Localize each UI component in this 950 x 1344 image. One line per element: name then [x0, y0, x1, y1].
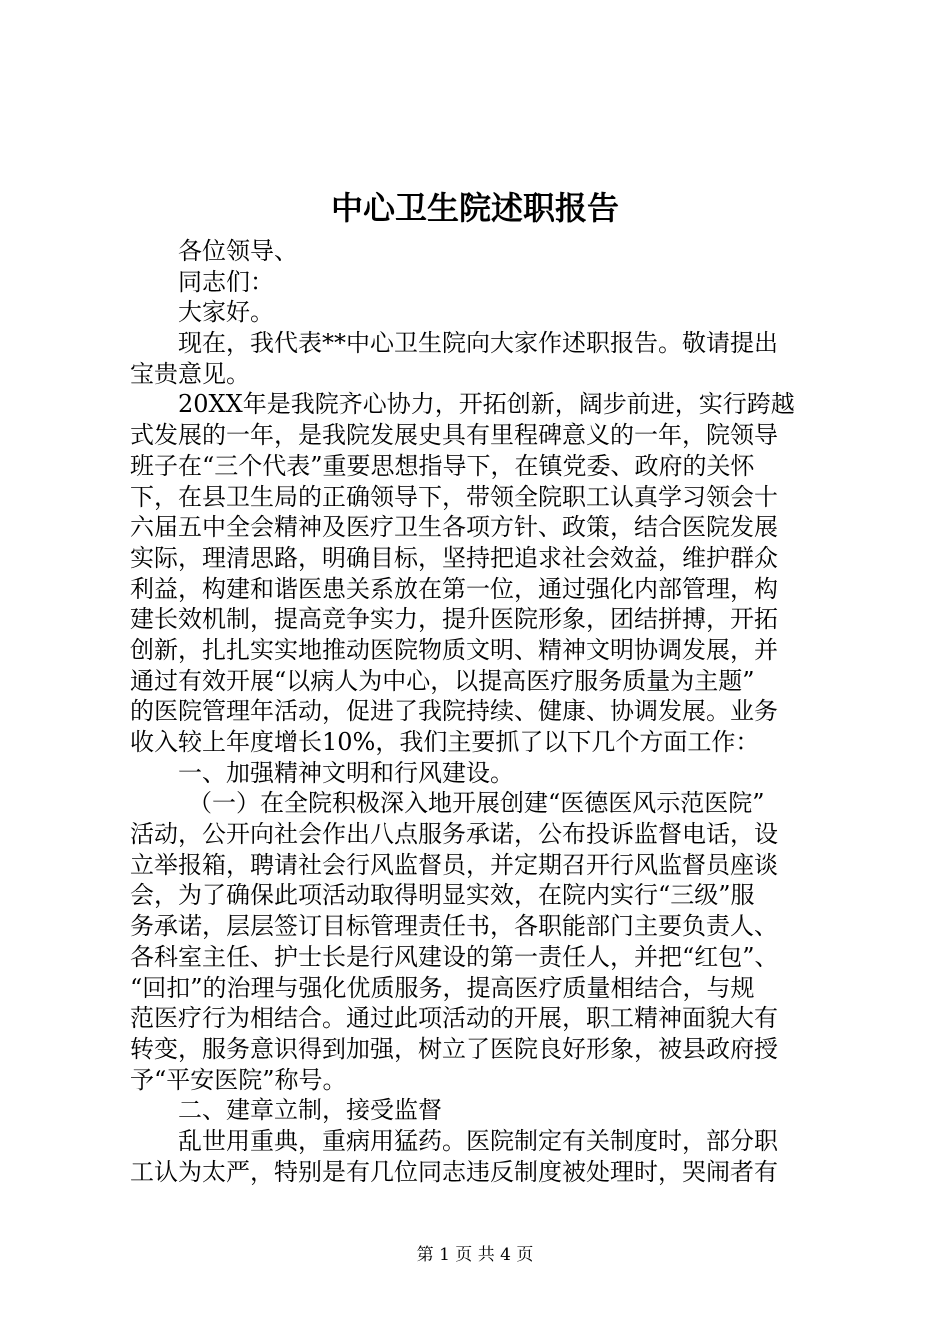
body-line: 会，为了确保此项活动取得明显实效，在院内实行“三级”服: [130, 881, 755, 910]
body-line: 通过有效开展“以病人为中心，以提高医疗服务质量为主题”: [130, 666, 755, 695]
body-line: “回扣”的治理与强化优质服务，提高医疗质量相结合，与规: [130, 973, 755, 1002]
body-line: 各科室主任、护士长是行风建设的第一责任人，并把“红包”、: [130, 942, 779, 971]
body-line: 工认为太严，特别是有几位同志违反制度被处理时，哭闹者有: [130, 1157, 778, 1186]
body-line: 活动，公开向社会作出八点服务承诺，公布投诉监督电话，设: [130, 820, 778, 849]
body-line: 务承诺，层层签订目标管理责任书，各职能部门主要负责人、: [130, 912, 778, 941]
body-line: 各位领导、: [178, 237, 298, 265]
body-line: 乱世用重典，重病用猛药。医院制定有关制度时，部分职: [178, 1126, 778, 1155]
body-line: 的医院管理年活动，促进了我院持续、健康、协调发展。业务: [130, 697, 778, 726]
body-line: 大家好。: [178, 298, 274, 327]
body-line: 下，在县卫生局的正确领导下，带领全院职工认真学习领会十: [130, 482, 778, 511]
body-line: 班子在“三个代表”重要思想指导下，在镇党委、政府的关怀: [130, 451, 755, 480]
body-line: 立举报箱，聘请社会行风监督员，并定期召开行风监督员座谈: [130, 850, 778, 879]
body-line: （一）在全院积极深入地开展创建“医德医风示范医院”: [188, 789, 765, 818]
section-heading: 二、建章立制，接受监督: [178, 1096, 442, 1125]
body-line: 予“平安医院”称号。: [130, 1065, 347, 1094]
document-title: 中心卫生院述职报告: [330, 189, 619, 227]
body-line: 创新，扎扎实实地推动医院物质文明、精神文明协调发展，并: [130, 635, 778, 664]
body-line: 20XX年是我院齐心协力，开拓创新，阔步前进，实行跨越: [178, 390, 795, 419]
body-line: 转变，服务意识得到加强，树立了医院良好形象，被县政府授: [130, 1034, 778, 1063]
body-line: 建长效机制，提高竞争实力，提升医院形象，团结拼搏，开拓: [130, 605, 778, 634]
page-number: 第 1 页 共 4 页: [416, 1245, 534, 1265]
body-line: 同志们：: [178, 267, 274, 296]
body-line: 实际，理清思路，明确目标，坚持把追求社会效益，维护群众: [130, 543, 778, 572]
body-line: 利益，构建和谐医患关系放在第一位，通过强化内部管理，构: [130, 574, 778, 603]
body-line: 收入较上年度增长10%，我们主要抓了以下几个方面工作：: [130, 728, 760, 756]
body-line: 宝贵意见。: [130, 359, 250, 388]
body-line: 六届五中全会精神及医疗卫生各项方针、政策，结合医院发展: [130, 513, 778, 542]
section-heading: 一、加强精神文明和行风建设。: [178, 758, 514, 787]
body-line: 式发展的一年，是我院发展史具有里程碑意义的一年，院领导: [130, 421, 778, 450]
document-body: [130, 236, 830, 1187]
body-line: 范医疗行为相结合。通过此项活动的开展，职工精神面貌大有: [130, 1004, 778, 1033]
body-line: 现在，我代表**中心卫生院向大家作述职报告。敬请提出: [178, 329, 778, 358]
